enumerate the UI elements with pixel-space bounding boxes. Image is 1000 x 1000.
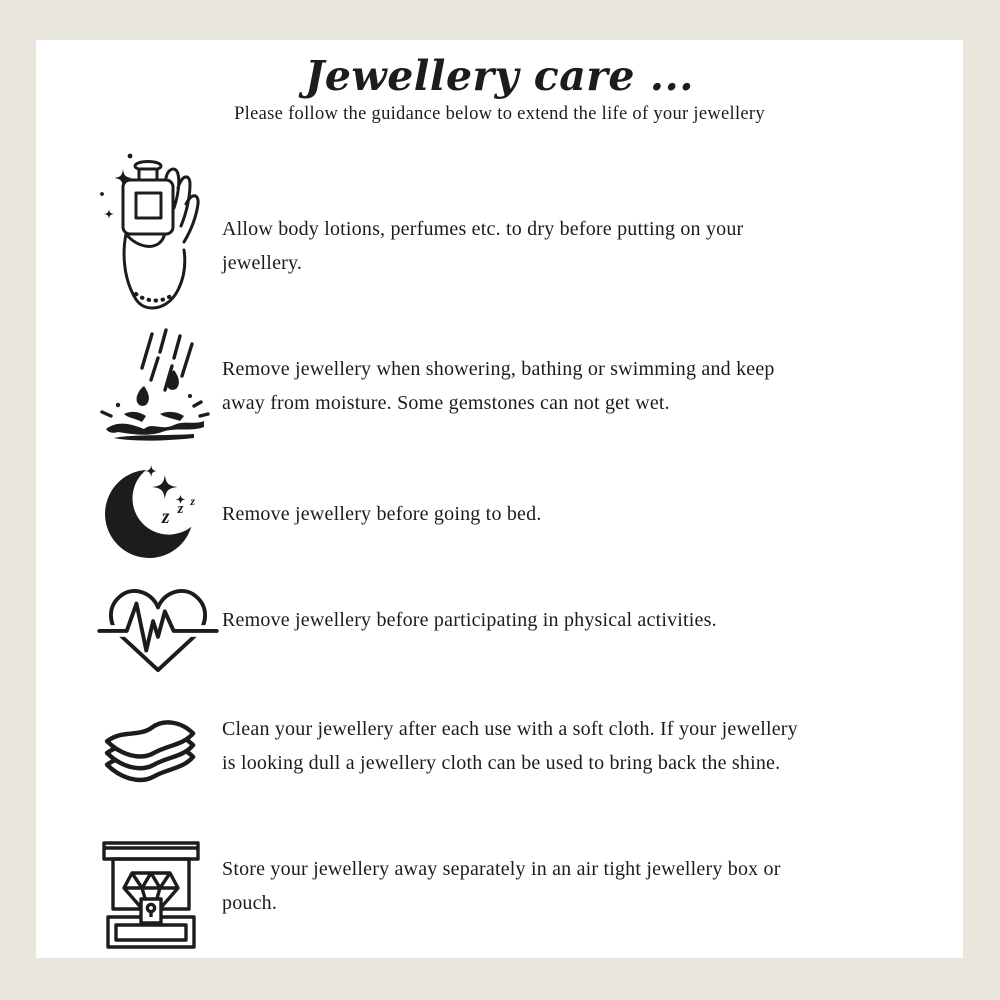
care-item-text bbox=[222, 212, 743, 280]
heartbeat-icon bbox=[96, 584, 220, 674]
page-title: Jewellery care ... bbox=[304, 52, 695, 100]
sleep-z-glyph: z bbox=[190, 495, 195, 509]
care-item-text bbox=[222, 852, 781, 920]
care-item-text-line: is looking dull a jewellery cloth can be used to bring back the shine. bbox=[222, 752, 781, 774]
water-splash-icon bbox=[94, 326, 216, 450]
care-item-text-line: Allow body lotions, perfumes etc. to dry before putting on your bbox=[222, 218, 744, 240]
care-item-text bbox=[222, 497, 542, 531]
jewellery-box-icon bbox=[96, 836, 206, 954]
page-subtitle: Please follow the guidance below to extend the life of your jewellery bbox=[234, 104, 765, 124]
care-item-text-line: pouch. bbox=[222, 892, 278, 914]
care-item-text-line: Store your jewellery away separately in an air tight jewellery box or bbox=[222, 858, 781, 880]
care-item-text-line: Remove jewellery before going to bed. bbox=[222, 503, 542, 525]
care-item-text-line: jewellery. bbox=[222, 252, 303, 274]
soft-cloth-icon bbox=[96, 706, 208, 796]
perfume-hand-icon bbox=[96, 148, 206, 310]
care-card bbox=[36, 40, 963, 958]
care-item-text bbox=[222, 352, 775, 420]
care-item-text bbox=[222, 603, 717, 637]
sleep-z-glyph: z bbox=[161, 506, 170, 528]
care-item-text-line: Remove jewellery when showering, bathing or swimming and keep bbox=[222, 358, 775, 380]
moon-sleep-icon bbox=[102, 464, 214, 562]
care-item-text-line: Clean your jewellery after each use with a soft cloth. If your jewellery bbox=[222, 718, 798, 740]
care-item-text-line: Remove jewellery before participating in physical activities. bbox=[222, 609, 717, 631]
care-item-text bbox=[222, 712, 798, 780]
care-item-text-line: away from moisture. Some gemstones can not get wet. bbox=[222, 392, 670, 414]
sleep-z-glyph: z bbox=[177, 501, 184, 517]
